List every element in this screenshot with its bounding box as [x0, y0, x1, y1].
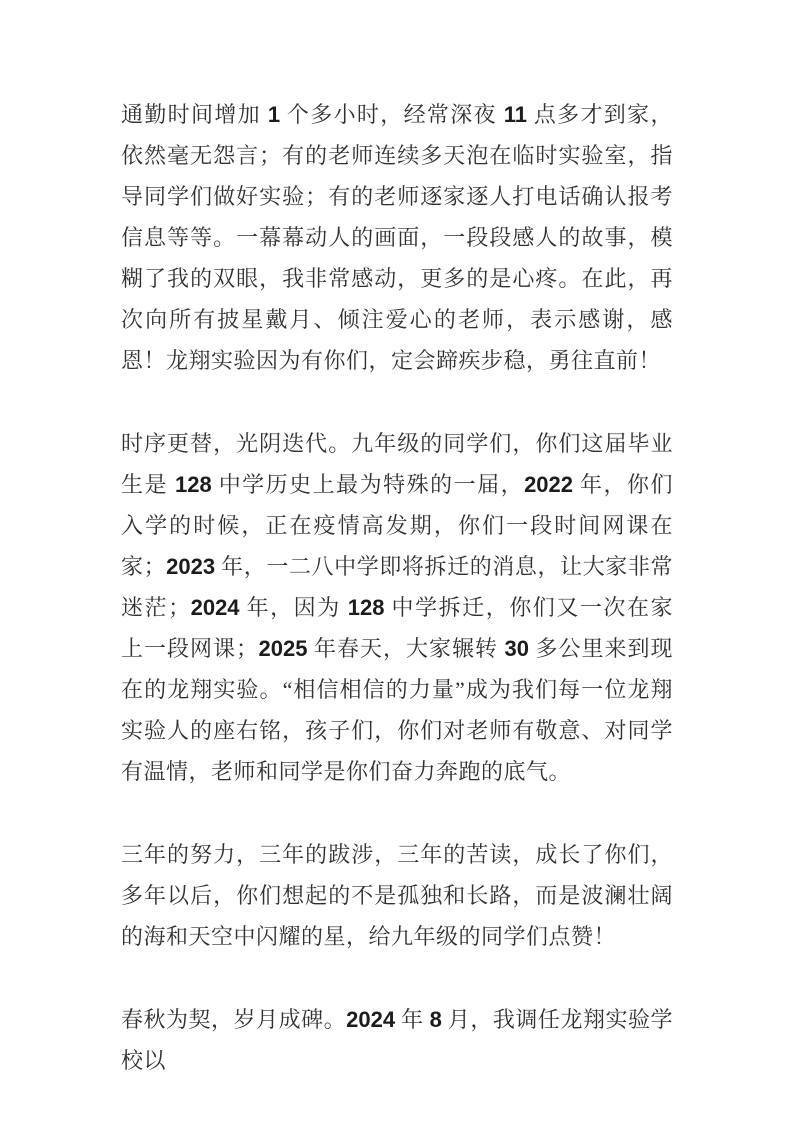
paragraph-class-history: 时序更替，光阴迭代。九年级的同学们，你们这届毕业生是 128 中学历史上最为特殊的一届，2022 年，你们入学的时候，正在疫情高发期，你们一段时间网课在家；2023 年，一二八中学即将拆迁的消息，让大家非常迷茫；2024 年，因为 128 中学拆迁，你们又一次在家上一段网课；2025 年春天，大家辗转 30 多公里来到现在的龙翔实验。“相信相信的力量”成为我们每一位龙翔实验人的座右铭，孩子们，你们对老师有敬意、对同学有温情，老师和同学是你们奋力奔跑的底气。	[121, 431, 673, 784]
document-body	[121, 94, 673, 1081]
paragraph-appointment: 春秋为契，岁月成碑。2024 年 8 月，我调任龙翔实验学校以	[121, 1007, 673, 1073]
paragraph-three-years: 三年的努力，三年的跋涉，三年的苦读，成长了你们，多年以后，你们想起的不是孤独和长路，而是波澜壮阔的海和天空中闪耀的星，给九年级的同学们点赞！	[121, 842, 673, 949]
paragraph-teachers-dedication: 通勤时间增加 1 个多小时，经常深夜 11 点多才到家，依然毫无怨言；有的老师连续多天泡在临时实验室，指导同学们做好实验；有的老师逐家逐人打电话确认报考信息等等。一幕幕动人的画面，一段段感人的故事，模糊了我的双眼，我非常感动，更多的是心疼。在此，再次向所有披星戴月、倾注爱心的老师，表示感谢，感恩！龙翔实验因为有你们，定会蹄疾步稳，勇往直前！	[121, 102, 673, 373]
